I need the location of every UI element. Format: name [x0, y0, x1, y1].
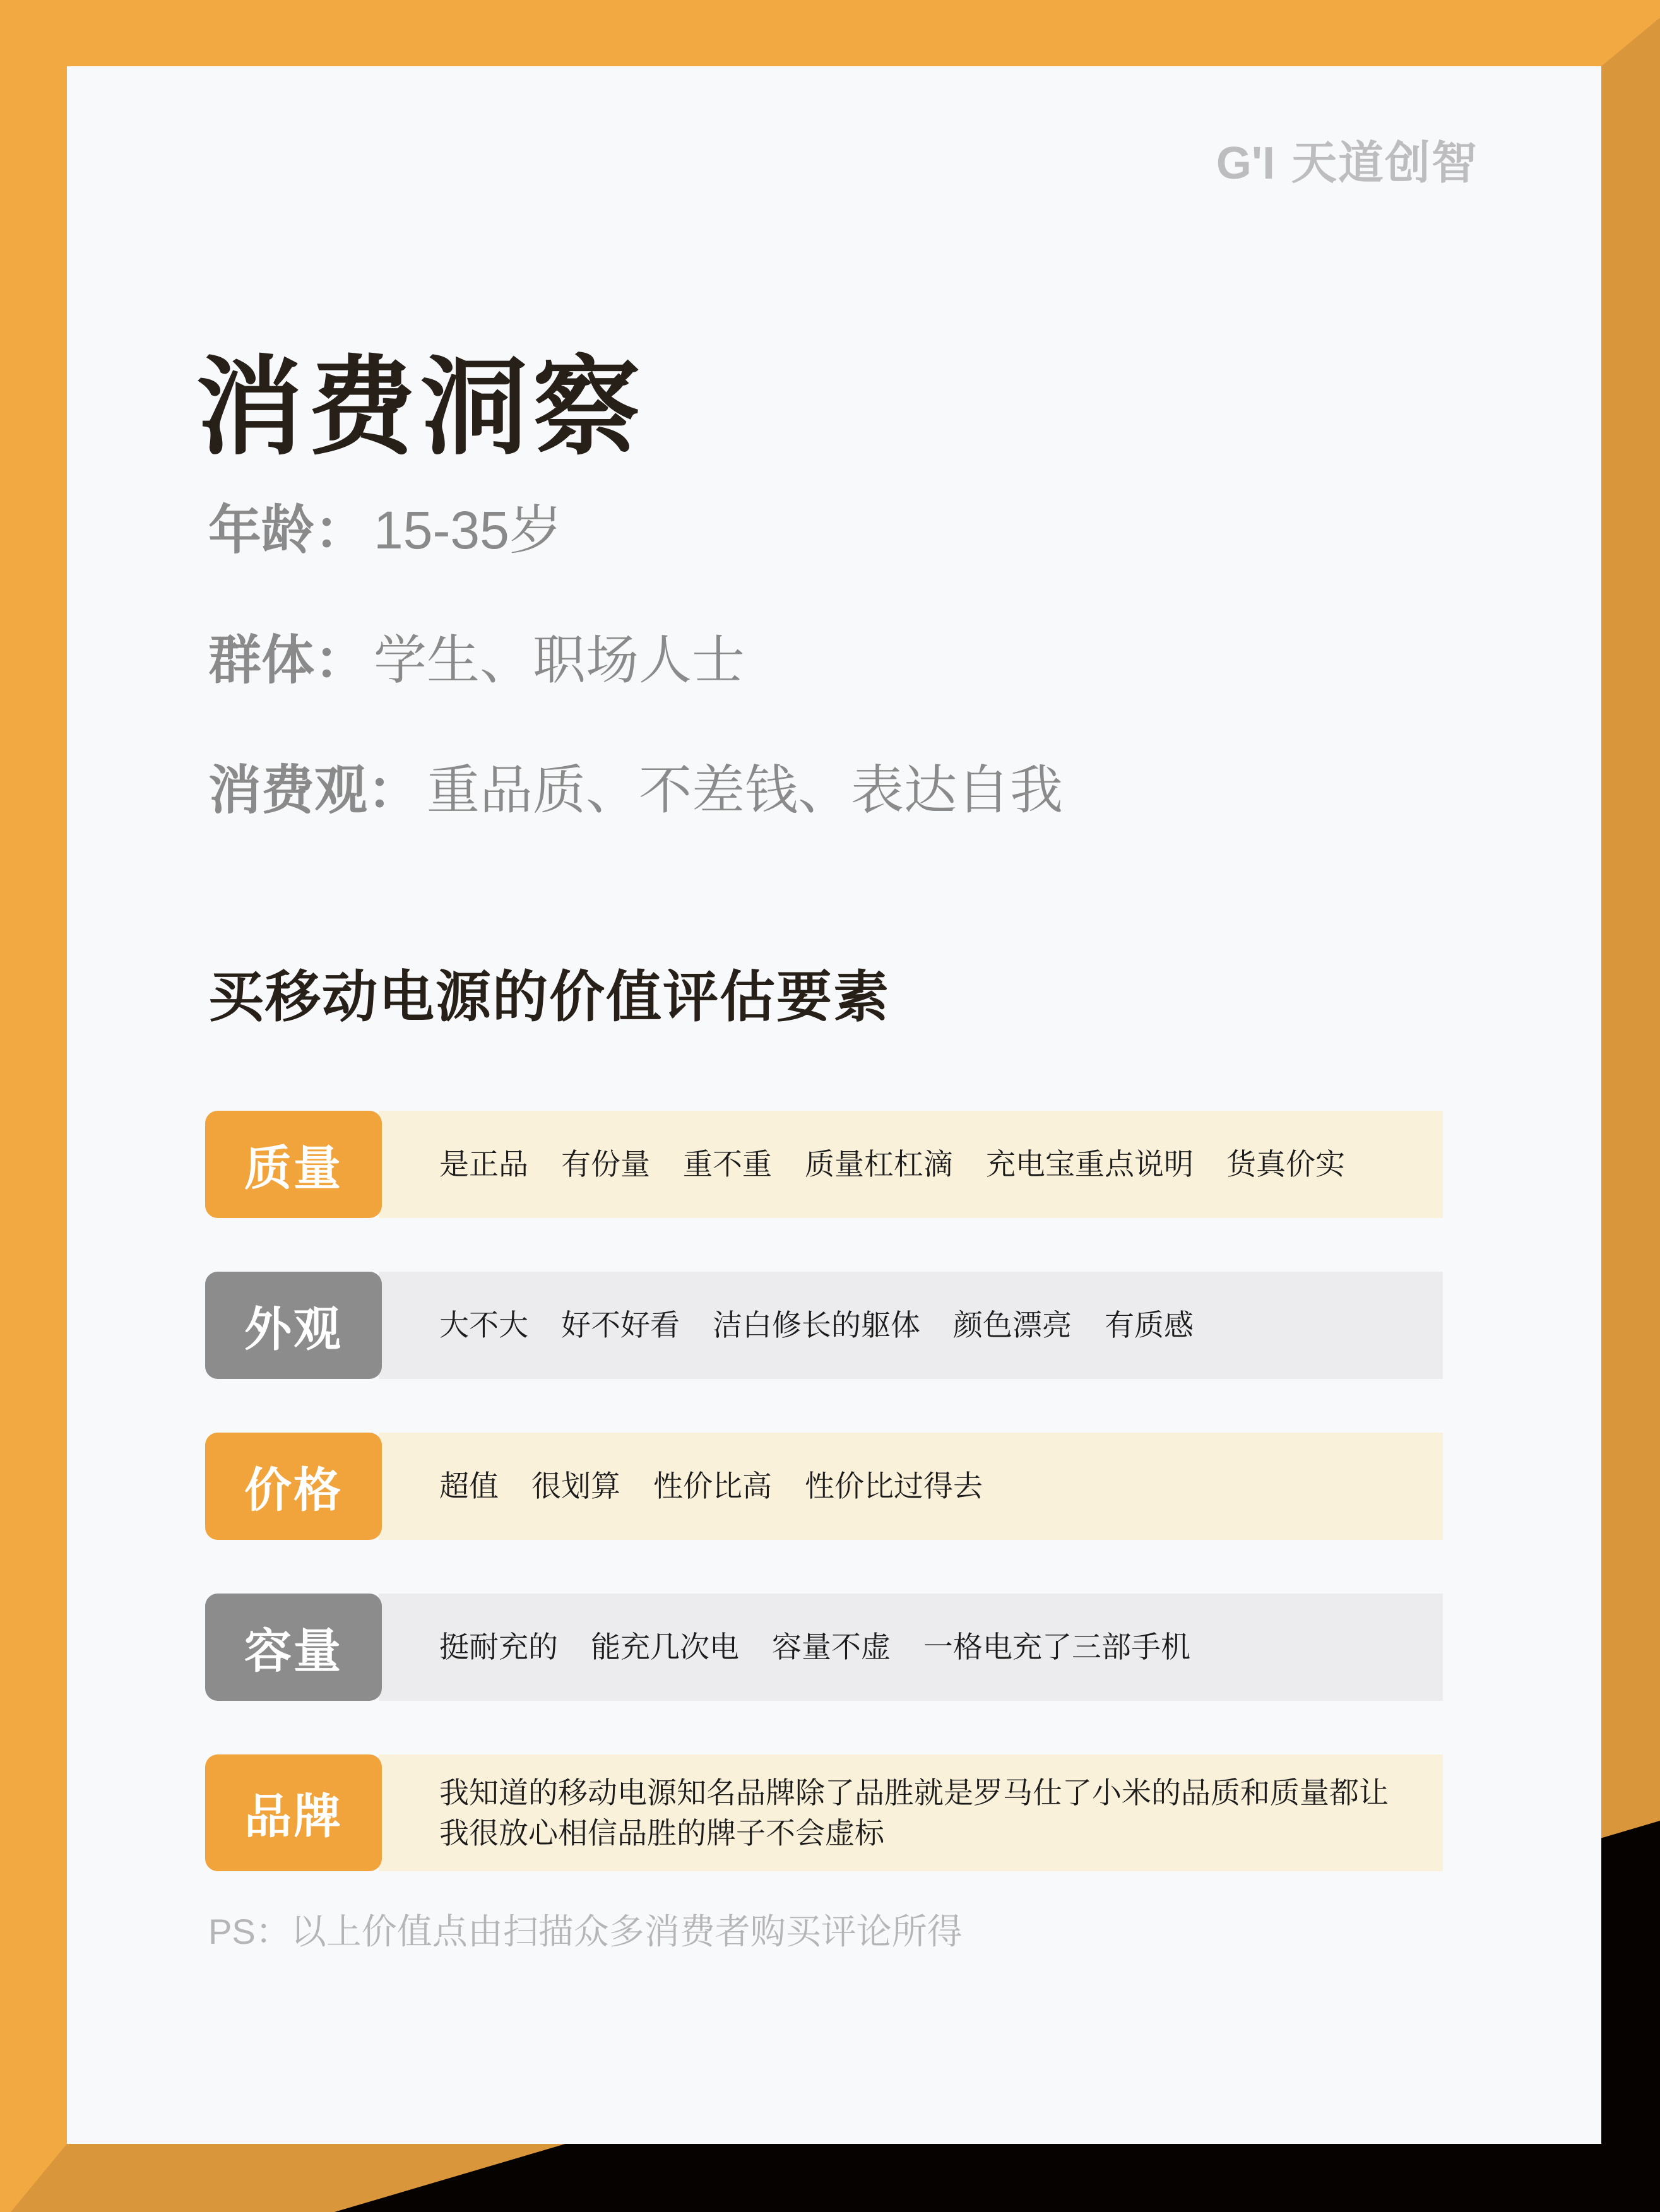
value-row-brand: [67, 1754, 1601, 1871]
brand-logo-mark-icon: G'I: [1216, 138, 1275, 189]
row-phrase: 挺耐充的: [439, 1630, 558, 1664]
row-content: [379, 1754, 1443, 1871]
row-phrase: 性价比过得去: [805, 1469, 983, 1503]
row-phrase: 颜色漂亮: [953, 1308, 1072, 1342]
value-row-quality: [67, 1111, 1601, 1218]
profile-label: 消费观：: [208, 760, 421, 820]
profile-value: 15-35岁: [374, 500, 562, 560]
row-label-badge: 容量: [205, 1594, 382, 1701]
row-phrase: 质量杠杠滴: [805, 1147, 953, 1181]
row-phrase: 我知道的移动电源知名品牌除了品胜就是罗马仕了小米的品质和质量都让我很放心相信品胜的牌子不会虚标: [439, 1776, 1389, 1850]
profile-line-age: [208, 500, 562, 560]
row-phrase: 超值: [439, 1469, 499, 1503]
brand-logo: [1216, 126, 1478, 192]
row-phrase: 洁白修长的躯体: [713, 1308, 920, 1342]
row-label-badge: 品牌: [205, 1754, 382, 1871]
footnote: PS：以上价值点由扫描众多消费者购买评论所得: [208, 1912, 963, 1951]
poster-page: [67, 66, 1601, 2144]
row-phrase: 很划算: [531, 1469, 620, 1503]
profile-value: 重品质、不差钱、表达自我: [427, 760, 1064, 820]
value-row-capacity: [67, 1594, 1601, 1701]
row-content: [379, 1272, 1443, 1379]
row-phrase: 一格电充了三部手机: [923, 1630, 1190, 1664]
row-phrase: 性价比高: [653, 1469, 772, 1503]
row-content: [379, 1111, 1443, 1218]
profile-line-group: [208, 630, 745, 690]
value-row-appearance: [67, 1272, 1601, 1379]
row-phrase: 充电宝重点说明: [986, 1147, 1194, 1181]
row-label-badge: 价格: [205, 1433, 382, 1540]
row-label-badge: 外观: [205, 1272, 382, 1379]
row-phrase: 大不大: [439, 1308, 528, 1342]
row-phrase: 有质感: [1105, 1308, 1194, 1342]
page-title: 消费洞察: [196, 347, 646, 468]
profile-label: 群体：: [208, 630, 368, 690]
value-row-price: [67, 1433, 1601, 1540]
row-phrase: 容量不虚: [772, 1630, 891, 1664]
row-phrase: 重不重: [683, 1147, 772, 1181]
row-phrase: 好不好看: [561, 1308, 680, 1342]
row-phrase: 货真价实: [1226, 1147, 1345, 1181]
section-title: 买移动电源的价值评估要素: [208, 966, 891, 1029]
row-content: [379, 1594, 1443, 1701]
profile-line-consumption-view: [208, 760, 1064, 820]
profile-label: 年龄：: [208, 500, 368, 560]
brand-logo-name: 天道创智: [1291, 138, 1478, 189]
row-phrase: 是正品: [439, 1147, 528, 1181]
row-label-badge: 质量: [205, 1111, 382, 1218]
row-content: [379, 1433, 1443, 1540]
row-phrase: 有份量: [561, 1147, 650, 1181]
profile-value: 学生、职场人士: [374, 630, 745, 690]
row-phrase: 能充几次电: [591, 1630, 739, 1664]
